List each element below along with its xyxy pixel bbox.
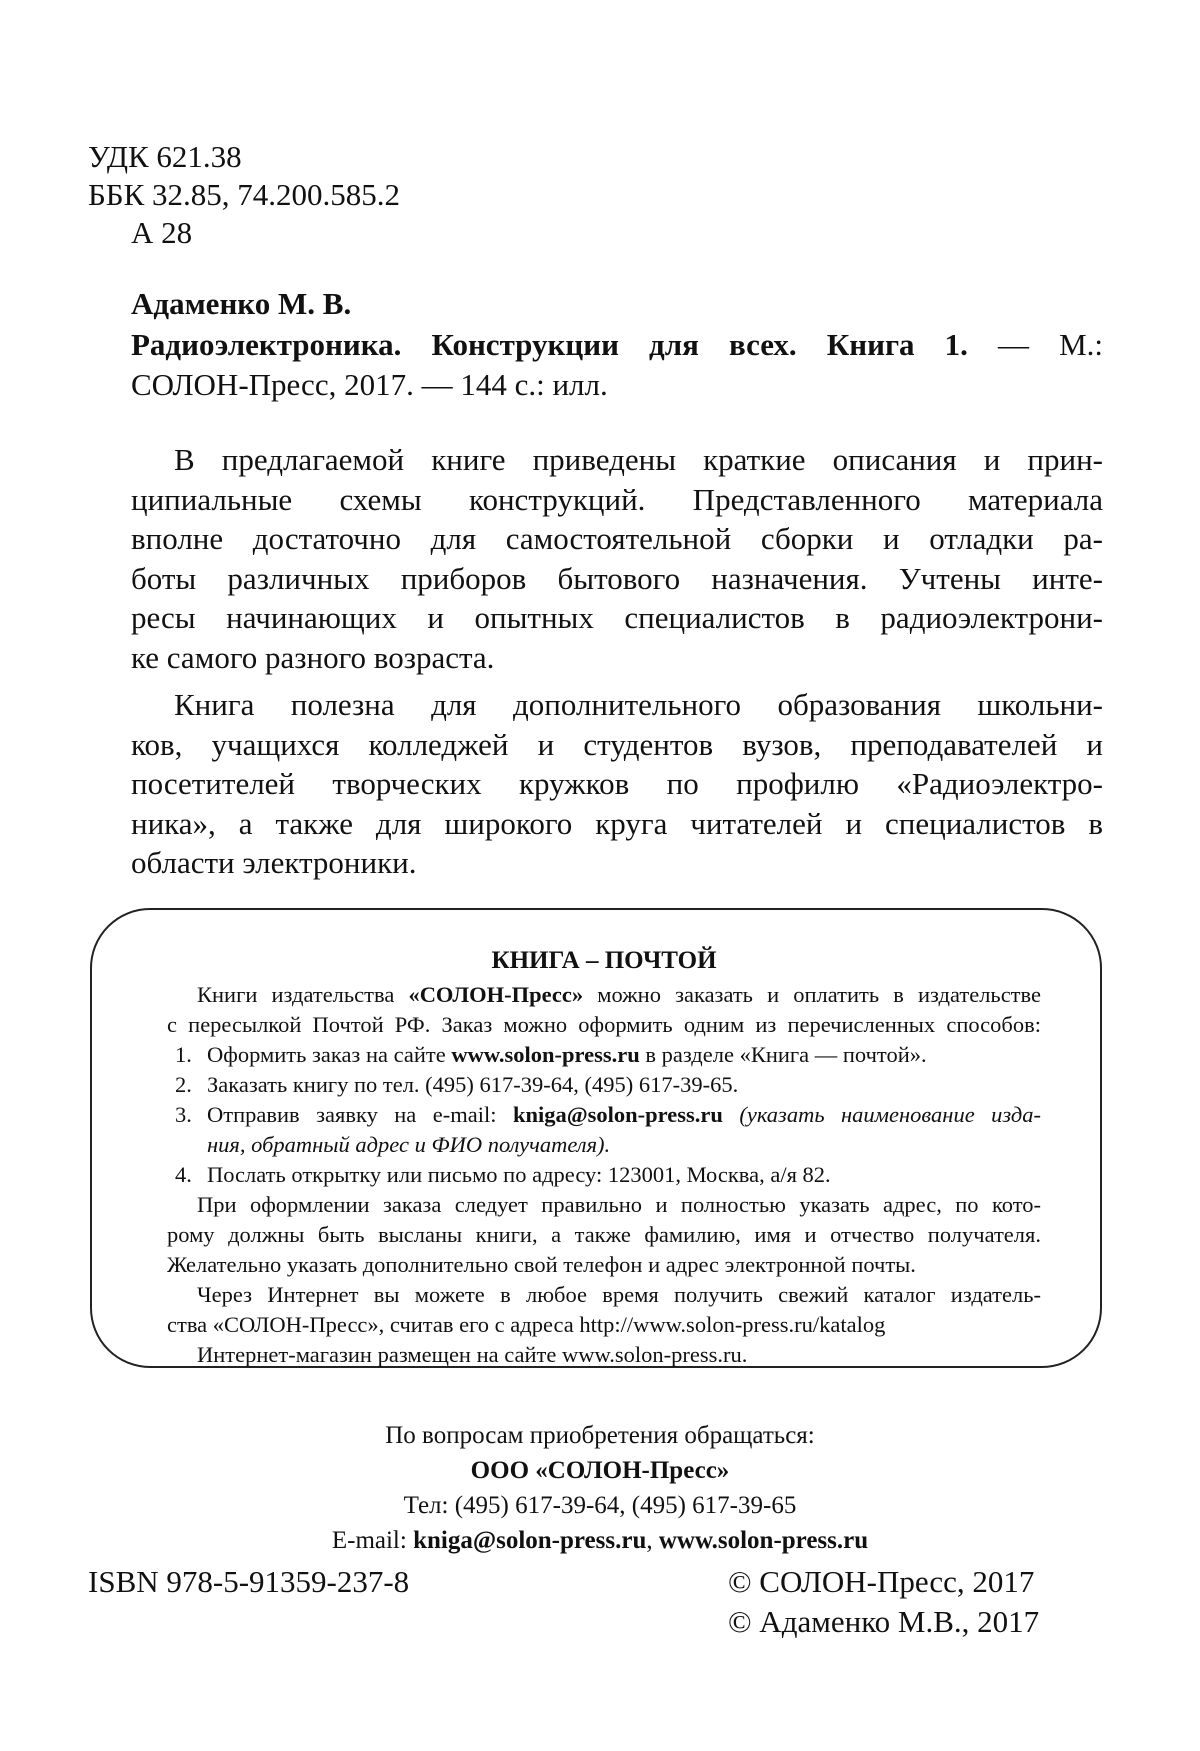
contacts-heading: По вопросам приобретения обращаться: xyxy=(300,1418,900,1453)
order-note-line: рому должны быть высланы книги, а также фамилию, имя и отчество получателя. xyxy=(167,1220,1041,1250)
option-number: 1. xyxy=(175,1040,207,1070)
annotation-line: Книга полезна для дополнительного образования школьни- xyxy=(131,685,1103,725)
option-text: в разделе «Книга — почтой». xyxy=(640,1042,927,1067)
order-option-4 xyxy=(167,1160,1041,1190)
company-phone: Тел: (495) 617-39-64, (495) 617-39-65 xyxy=(300,1488,900,1523)
paragraph-gap xyxy=(131,677,1103,685)
catalog-note-line: Через Интернет вы можете в любое время получить свежий каталог издатель- xyxy=(167,1280,1041,1310)
intro-text: Книги издательства xyxy=(197,982,408,1007)
intro-text: можно заказать и оплатить в издательстве xyxy=(583,982,1041,1007)
order-option-3-continued xyxy=(167,1130,1041,1160)
mail-order-intro-2: с пересылкой Почтой РФ. Заказ можно оформить одним из перечисленных способов: xyxy=(167,1010,1041,1040)
order-option-1 xyxy=(167,1040,1041,1070)
annotation-line: боты различных приборов бытового назначения. Учтены инте- xyxy=(131,559,1103,599)
separator: , xyxy=(646,1527,659,1554)
option-text: Послать открытку или письмо по адресу: 123001, Москва, а/я 82. xyxy=(207,1162,831,1187)
option-text: Оформить заказ на сайте xyxy=(207,1042,451,1067)
annotation xyxy=(131,440,1103,883)
catalog-note-line: ства «СОЛОН-Пресс», считав его с адреса http://www.solon-press.ru/katalog xyxy=(167,1310,1041,1340)
copyright-publisher: © СОЛОН-Пресс, 2017 xyxy=(728,1562,1039,1602)
annotation-line: посетителей творческих кружков по профилю «Радиоэлектро- xyxy=(131,764,1103,804)
annotation-line: ке самого разного возраста. xyxy=(131,638,1103,678)
annotation-line: области электроники. xyxy=(131,843,1103,883)
mail-order-heading: КНИГА – ПОЧТОЙ xyxy=(167,944,1041,978)
option-note: ния, обратный адрес и ФИО получателя). xyxy=(207,1132,610,1157)
author-mark: А 28 xyxy=(88,214,400,252)
classification-codes xyxy=(88,138,400,252)
company-email-line xyxy=(300,1523,900,1558)
email-link[interactable]: kniga@solon-press.ru xyxy=(513,1102,723,1127)
title-line-2: СОЛОН-Пресс, 2017. — 144 с.: илл. xyxy=(88,365,1103,405)
purchase-contacts xyxy=(300,1418,900,1558)
option-note: (указать наименование изда- xyxy=(723,1102,1041,1127)
website-link[interactable]: www.solon-press.ru xyxy=(451,1042,639,1067)
annotation-line: ков, учащихся колледжей и студентов вузов, преподавателей и xyxy=(131,725,1103,765)
udk-code: УДК 621.38 xyxy=(88,138,400,176)
publisher-name: «СОЛОН-Пресс» xyxy=(408,982,583,1007)
isbn: ISBN 978-5-91359-237-8 xyxy=(88,1562,409,1602)
annotation-line: ника», а также для широкого круга читателей и специалистов в xyxy=(131,804,1103,844)
contact-email-link[interactable]: kniga@solon-press.ru xyxy=(413,1527,646,1554)
order-note-line: Желательно указать дополнительно свой телефон и адрес электронной почты. xyxy=(167,1250,1041,1280)
option-text: Отправив заявку на e-mail: xyxy=(207,1102,513,1127)
bibliographic-description xyxy=(88,325,1103,405)
copyright-author: © Адаменко М.В., 2017 xyxy=(728,1602,1039,1642)
mail-order-box xyxy=(90,908,1102,1368)
email-label: E-mail: xyxy=(332,1527,413,1554)
annotation-line: ресы начинающих и опытных специалистов в радиоэлектрони- xyxy=(131,598,1103,638)
book-title: Радиоэлектроника. Конструкции для всех. Книга 1. xyxy=(131,327,968,362)
company-name xyxy=(300,1453,900,1488)
option-number: 4. xyxy=(175,1160,207,1190)
online-shop-note: Интернет-магазин размещен на сайте www.solon-press.ru. xyxy=(167,1340,1041,1370)
contact-website-link[interactable]: www.solon-press.ru xyxy=(659,1527,868,1554)
option-number: 2. xyxy=(175,1070,207,1100)
order-note-line: При оформлении заказа следует правильно и полностью указать адрес, по кото- xyxy=(167,1190,1041,1220)
book-author: Адаменко М. В. xyxy=(131,285,351,323)
option-number: 3. xyxy=(175,1100,207,1130)
company-name-text: ООО «СОЛОН-Пресс» xyxy=(471,1457,730,1484)
copyright-notice xyxy=(728,1562,1039,1642)
order-option-2 xyxy=(167,1070,1041,1100)
title-line-1-rest: — М.: xyxy=(968,327,1103,362)
order-option-3 xyxy=(167,1100,1041,1130)
mail-order-content xyxy=(167,944,1041,1370)
bbk-code: ББК 32.85, 74.200.585.2 xyxy=(88,176,400,214)
annotation-line: ципиальные схемы конструкций. Представленного материала xyxy=(131,480,1103,520)
title-line-1 xyxy=(88,325,1103,365)
annotation-line: вполне достаточно для самостоятельной сборки и отладки ра- xyxy=(131,519,1103,559)
option-text: Заказать книгу по тел. (495) 617-39-64, (495) 617-39-65. xyxy=(207,1072,738,1097)
mail-order-intro-1 xyxy=(167,980,1041,1010)
copyright-page xyxy=(0,0,1200,1751)
annotation-line: В предлагаемой книге приведены краткие описания и прин- xyxy=(131,440,1103,480)
